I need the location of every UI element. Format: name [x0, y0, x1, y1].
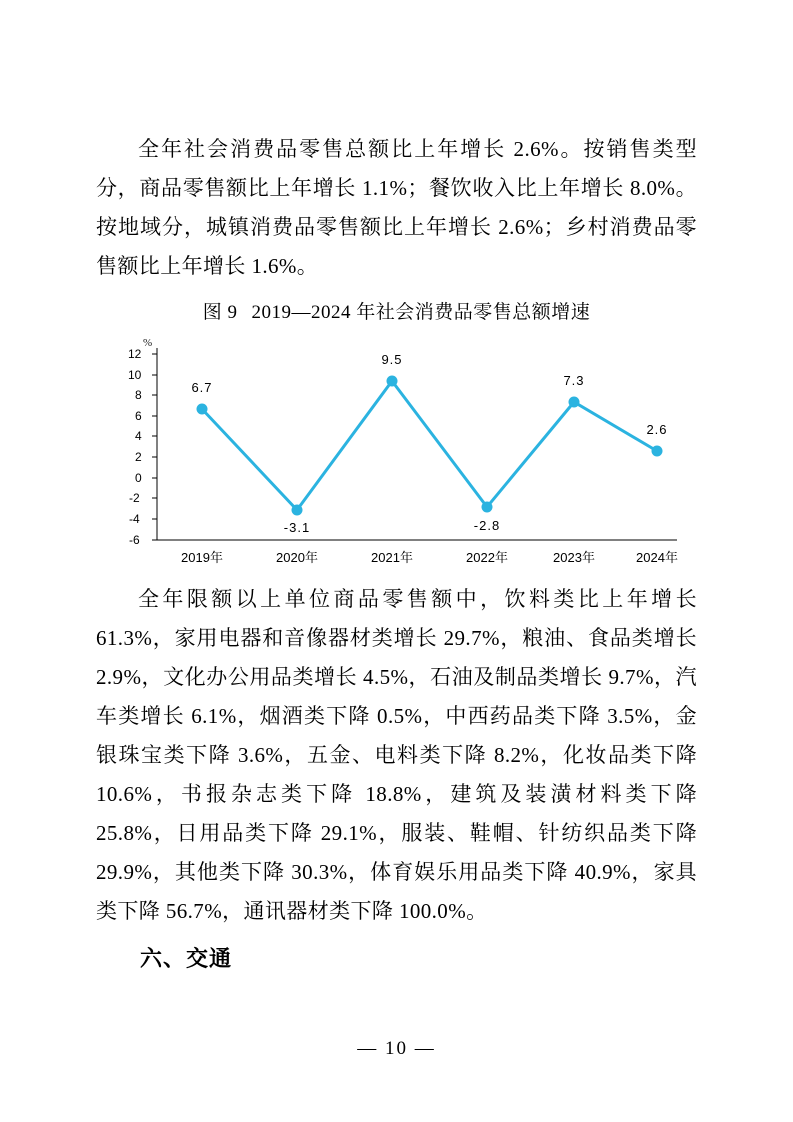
- data-label: 2.6: [645, 422, 668, 437]
- section-heading-transport: 六、交通: [140, 946, 233, 971]
- line-chart-svg: [97, 334, 697, 574]
- y-tick-label: 2: [134, 450, 142, 464]
- y-tick-group: [128, 347, 157, 547]
- y-axis-unit: %: [142, 337, 152, 349]
- x-category-label: 2020年: [275, 550, 318, 565]
- y-tick-label: -6: [128, 533, 140, 547]
- y-tick-label: 12: [127, 347, 141, 361]
- y-tick-label: 4: [134, 429, 142, 443]
- data-label: 7.3: [562, 373, 585, 388]
- figure-caption: [96, 296, 697, 330]
- data-point: [568, 397, 579, 408]
- x-category-label: 2021年: [370, 550, 413, 565]
- page-number: — 10 —: [357, 1038, 436, 1059]
- x-category-label: 2023年: [552, 550, 595, 565]
- figure-caption-text: 2019—2024 年社会消费品零售总额增速: [251, 302, 591, 323]
- data-label: -3.1: [283, 520, 310, 535]
- data-label: 9.5: [380, 352, 403, 367]
- x-category-label: 2019年: [180, 550, 223, 565]
- y-tick-label: -2: [128, 491, 140, 505]
- x-category-label: 2024年: [635, 550, 678, 565]
- x-category-label: 2022年: [465, 550, 508, 565]
- data-label: 6.7: [190, 380, 213, 395]
- data-point: [196, 404, 207, 415]
- data-label: -2.8: [473, 518, 500, 533]
- data-point: [481, 502, 492, 513]
- y-tick-label: 0: [134, 471, 142, 485]
- y-tick-label: 8: [134, 388, 142, 402]
- figure-caption-label: 图 9: [202, 302, 238, 323]
- data-line: [202, 381, 657, 510]
- data-label-group: [191, 352, 667, 535]
- y-tick-label: 10: [127, 368, 141, 382]
- data-point-group: [196, 376, 662, 516]
- paragraph-retail-sales: 全年社会消费品零售总额比上年增长 2.6%。按销售类型分，商品零售额比上年增长 1.1%；餐饮收入比上年增长 8.0%。按地域分，城镇消费品零售额比上年增长 2.6%；乡村消费品零售额比上年增长 1.6%。: [96, 137, 697, 278]
- paragraph-retail-categories: 全年限额以上单位商品零售额中，饮料类比上年增长 61.3%，家用电器和音像器材类增长 29.7%，粮油、食品类增长 2.9%，文化办公用品类增长 4.5%，石油及制品类增长 9.7%，汽车类增长 6.1%，烟酒类下降 0.5%，中西药品类下降 3.5%，金银珠宝类下降 3.6%，五金、电料类下降 8.2%，化妆品类下降 10.6%，书报杂志类下降 18.8%，建筑及装潢材料类下降 25.8%，日用品类下降 29.1%，服装、鞋帽、针纺织品类下降 29.9%，其他类下降 30.3%，体育娱乐用品类下降 40.9%，家具类下降 56.7%，通讯器材类下降 100.0%。: [96, 587, 697, 923]
- y-tick-label: 6: [134, 409, 142, 423]
- x-category-label-group: [181, 550, 678, 565]
- figure-9-chart: [97, 334, 697, 574]
- data-point: [651, 446, 662, 457]
- data-point: [386, 376, 397, 387]
- data-point: [291, 505, 302, 516]
- y-tick-label: -4: [128, 512, 140, 526]
